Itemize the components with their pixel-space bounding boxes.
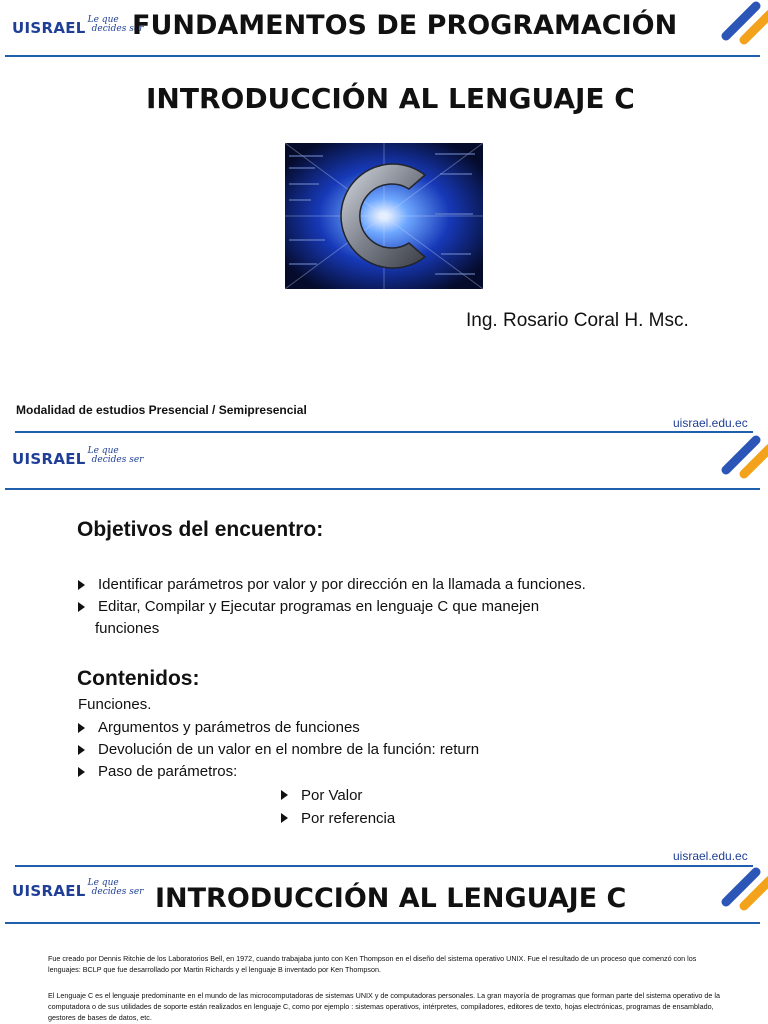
c-language-image: [285, 143, 483, 289]
list-item-continuation: funciones: [95, 620, 160, 637]
bullet-triangle-icon: [281, 790, 288, 800]
uisrael-logo: [12, 15, 144, 37]
logo-tagline: Le que decides ser: [87, 878, 144, 897]
list-item: Editar, Compilar y Ejecutar programas en lenguaje C que manejen: [76, 596, 756, 618]
objetivos-list: [76, 574, 756, 640]
website-link[interactable]: uisrael.edu.ec: [673, 416, 748, 430]
logo-wordmark: UISRAEL: [12, 882, 86, 900]
author-name: Ing. Rosario Coral H. Msc.: [466, 310, 689, 331]
header-rule: [5, 922, 760, 924]
header-rule: [5, 55, 760, 57]
header-title: INTRODUCCIÓN AL LENGUAJE C: [155, 883, 627, 914]
logo-tagline: Le que decides ser: [87, 446, 144, 465]
modalidad-text: Modalidad de estudios Presencial / Semipresencial: [16, 403, 307, 417]
paso-parametros-sublist: [279, 784, 579, 830]
top-rule: [15, 865, 753, 867]
bullet-triangle-icon: [78, 602, 85, 612]
corner-stripes-icon: [708, 434, 768, 480]
slide-title: [0, 0, 768, 434]
list-item: Argumentos y parámetros de funciones: [76, 717, 756, 739]
list-item: Identificar parámetros por valor y por dirección en la llamada a funciones.: [76, 574, 756, 596]
bullet-triangle-icon: [78, 745, 85, 755]
bullet-triangle-icon: [78, 767, 85, 777]
slide-objetivos: [0, 434, 768, 863]
slide-intro-c: [0, 863, 768, 1024]
objetivos-heading: Objetivos del encuentro:: [77, 518, 324, 541]
list-item: Por referencia: [279, 807, 579, 830]
paragraph-origin: Fue creado por Dennis Ritchie de los Laboratorios Bell, en 1972, cuando trabajaba junto con Ken Thompson en el diseño del sistema operativo UNIX. Fue el resultado de un proceso que comenzó con los lenguajes: BCLP que fue desarrollado por Martin Richards y el lenguaje B inventado por Ken Thompson.: [48, 954, 697, 974]
list-item: Devolución de un valor en el nombre de la función: return: [76, 739, 756, 761]
list-item: Paso de parámetros:: [76, 761, 756, 783]
logo-wordmark: UISRAEL: [12, 19, 86, 37]
contenidos-heading: Contenidos:: [77, 667, 200, 690]
uisrael-logo: [12, 446, 144, 468]
header-title: FUNDAMENTOS DE PROGRAMACIÓN: [132, 10, 678, 41]
slide-main-title: INTRODUCCIÓN AL LENGUAJE C: [146, 82, 635, 115]
footer-rule: [15, 431, 753, 433]
contenidos-intro: Funciones.: [78, 696, 152, 713]
header-rule: [5, 488, 760, 490]
website-link[interactable]: uisrael.edu.ec: [673, 849, 748, 863]
logo-wordmark: UISRAEL: [12, 450, 86, 468]
logo-tagline: Le que decides ser: [87, 15, 144, 34]
uisrael-logo: [12, 878, 144, 900]
bullet-triangle-icon: [78, 723, 85, 733]
contenidos-list: [76, 717, 756, 783]
corner-stripes-icon: [708, 866, 768, 912]
corner-stripes-icon: [708, 0, 768, 46]
paragraph-usage: El Lenguaje C es el lenguaje predominante en el mundo de las microcomputadoras de sistemas UNIX y de computadoras personales. La gran mayoría de programas que forman parte del sistema operativo de la computadora o de sus utilidades de soporte están realizados en lenguaje C, como por ejemplo : sistemas operativos, intérpretes, compiladores, editores de texto, hojas electrónicas, programas de ensamblado, gestores de bases de datos, etc.: [48, 991, 721, 1022]
bullet-triangle-icon: [78, 580, 85, 590]
list-item: Por Valor: [279, 784, 579, 807]
bullet-triangle-icon: [281, 813, 288, 823]
